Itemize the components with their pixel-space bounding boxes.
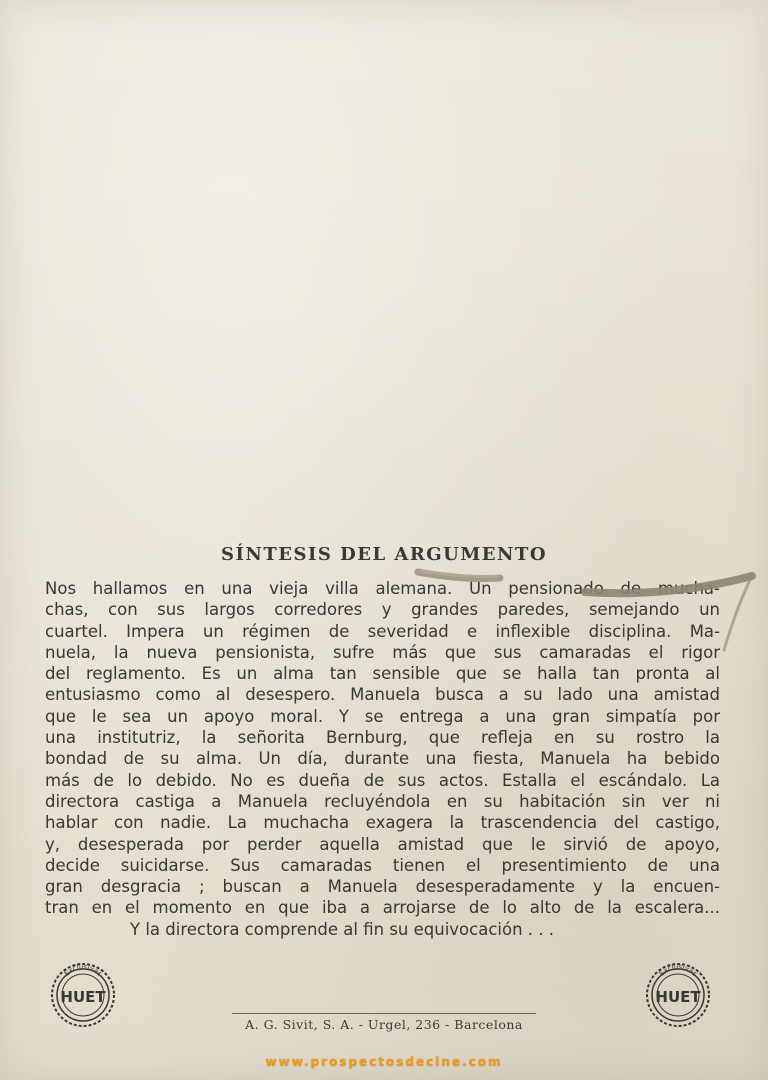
- synopsis-line: decide suicidarse. Sus camaradas tienen el presentimiento de una: [45, 855, 720, 875]
- synopsis-line: Nos hallamos en una vieja villa alemana. Un pensionado de mucha-: [45, 579, 720, 598]
- svg-text:Exclusivas: Exclusivas: [657, 962, 699, 978]
- website-watermark[interactable]: www.prospectosdecine.com: [265, 1055, 503, 1069]
- synopsis-last-line: Y la directora comprende al fin su equivocación . . .: [130, 919, 555, 939]
- synopsis-text: [45, 578, 720, 940]
- svg-text:HUET: HUET: [60, 988, 106, 1006]
- synopsis-line: tran en el momento en que iba a arrojarse de lo alto de la escalera...: [45, 898, 720, 918]
- synopsis-line: que le sea un apoyo moral. Y se entrega a una gran simpatía por: [45, 706, 720, 726]
- publisher-divider: [232, 1013, 536, 1014]
- synopsis-line: nuela, la nueva pensionista, sufre más que sus camaradas el rigor: [45, 642, 720, 662]
- synopsis-line: entusiasmo como al desespero. Manuela busca a su lado una amistad: [45, 685, 720, 705]
- svg-text:Exclusivas: Exclusivas: [62, 962, 104, 978]
- synopsis-line: chas, con sus largos corredores y grandes paredes, semejando un: [45, 600, 720, 620]
- synopsis-line: gran desgracia ; buscan a Manuela desesperadamente y la encuen-: [45, 877, 720, 897]
- publisher-imprint: A. G. Sivit, S. A. - Urgel, 236 - Barcelona: [245, 1017, 523, 1032]
- synopsis-line: hablar con nadie. La muchacha exagera la trascendencia del castigo,: [45, 813, 720, 833]
- synopsis-line: cuartel. Impera un régimen de severidad e inflexible disciplina. Ma-: [45, 621, 720, 641]
- synopsis-line: y, desesperada por perder aquella amistad que le sirvió de apoyo,: [45, 834, 720, 854]
- document-title: SÍNTESIS DEL ARGUMENTO: [220, 544, 548, 565]
- synopsis-line: una institutriz, la señorita Bernburg, que refleja en su rostro la: [45, 728, 720, 748]
- synopsis-line: directora castiga a Manuela recluyéndola en su habitación sin ver ni: [45, 791, 720, 811]
- synopsis-line: del reglamento. Es un alma tan sensible que se halla tan pronta al: [45, 664, 720, 684]
- synopsis-line: más de lo debido. No es dueña de sus actos. Estalla el escándalo. La: [45, 770, 720, 790]
- synopsis-line: bondad de su alma. Un día, durante una fiesta, Manuela ha bebido: [45, 749, 720, 769]
- svg-text:HUET: HUET: [655, 988, 701, 1006]
